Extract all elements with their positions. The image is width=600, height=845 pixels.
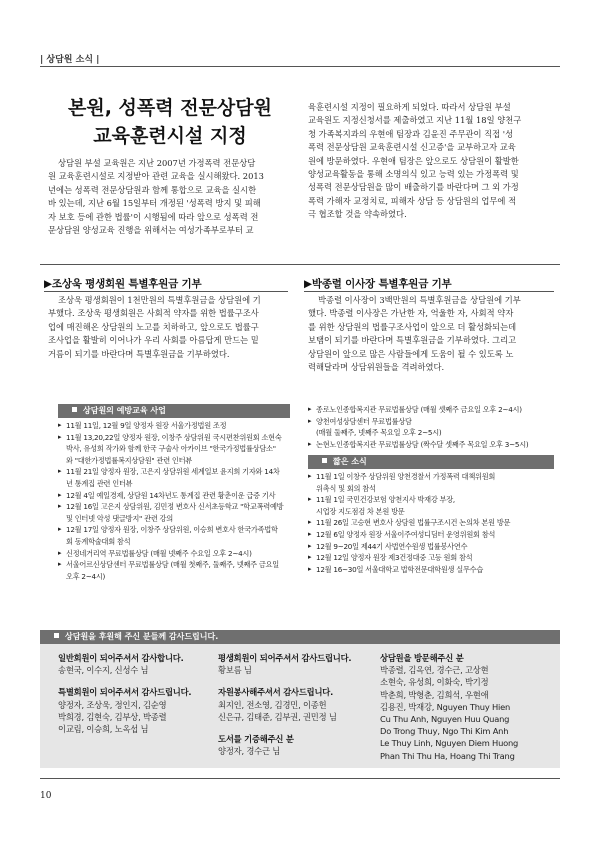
thanks-heading: 평생회원이 되어주셔서 감사드립니다. xyxy=(218,653,352,663)
list-item-cont: 시업장 지도점검 차 본원 방문 xyxy=(316,506,405,516)
article-title-line1: 본원, 성폭력 전문상담원 xyxy=(68,97,272,119)
news-header-label: 짧은 소식 xyxy=(333,457,367,466)
body-line: 원에 방문하였다. 우현애 팀장은 앞으로도 상담원이 활발한 xyxy=(308,155,519,166)
thanks-heading: 일반회원이 되어주셔서 감사합니다. xyxy=(58,653,184,663)
list-item-cont: 와 "대한가정법률복지상담원" 관련 인터뷰 xyxy=(66,455,193,465)
body-line: 박종렬 이사장이 3백만원의 특별후원금을 상담원에 기부 xyxy=(318,295,521,305)
prevention-header-label: 상담원의 예방교육 사업 xyxy=(83,406,166,415)
body-line: 청 가족복지과의 우현애 팀장과 김윤진 주무관이 직접 '성 xyxy=(308,128,514,139)
body-line: 폭력 가해자 교정치료, 피해자 상담 등 상담원의 업무에 적 xyxy=(308,195,517,206)
prevention-header xyxy=(58,404,290,418)
list-item: ▸ 12월 9~20일 제44기 사법연수원생 법률봉사연수 xyxy=(308,541,510,553)
consult-list xyxy=(308,404,528,450)
thanks-names: 이교림, 이승희, 노옥섭 님 xyxy=(58,724,149,735)
thanks-header xyxy=(40,630,560,644)
body-line: 력해달라며 상담위원들을 격려하였다. xyxy=(308,361,445,372)
thanks-names: 송현국, 이수지, 신성수 님 xyxy=(58,665,149,676)
body-line: 극 협조할 것을 약속하였다. xyxy=(308,209,407,220)
list-item-cont: (매월 둘째주, 넷째주 목요일 오후 2~5시) xyxy=(316,428,442,438)
donation-body-right xyxy=(308,294,521,374)
list-item: ▸ 논현노인종합복지관 무료법률상담 (짝수달 셋째주 목요일 오후 3~5시) xyxy=(308,439,528,451)
list-item: ▸ 12월 4일 예일경제, 상담원 14차년도 통계집 관련 황춘이운 급증 기사 xyxy=(58,490,283,502)
body-line: 문상담원 양성교육 진행을 위해서는 여성가족부로부터 교 xyxy=(48,224,254,235)
thanks-names: Do Trong Thuy, Ngo Thi Kim Anh xyxy=(380,726,509,737)
thanks-names: 김용진, 박재강, Nguyen Thuy Hien xyxy=(380,701,511,712)
thanks-header-label: 상담원을 후원해 주신 분들께 감사드립니다. xyxy=(65,632,219,641)
news-list xyxy=(308,471,510,575)
list-item: ▸ 12월 6일 양정자 원장 서울이주여성디딤터 운영위원회 참석 xyxy=(308,529,510,541)
square-bullet-icon xyxy=(72,407,77,412)
body-line: 양성교육활동을 통해 소명의식 있고 능력 있는 가정폭력 및 xyxy=(308,168,519,179)
news-header xyxy=(308,455,554,469)
body-line: 육훈련시설 지정이 필요하게 되었다. 따라서 상담원 부설 xyxy=(308,102,511,112)
square-bullet-icon xyxy=(54,633,59,638)
list-item: ▸ 11월 11일, 12월 9일 양정자 원장 서울가정법원 조정 xyxy=(58,420,283,432)
body-line: 교육원도 지정신청서를 제출하였고 지난 11월 18일 양천구 xyxy=(308,115,522,126)
list-item: ▸ 11월 21일 양정자 원장, 고은지 상담위원 세계일보 윤지희 기자와 14차 xyxy=(58,466,283,478)
body-line: 업에 매진해온 상담원의 노고를 치하하고, 앞으로도 법률구 xyxy=(48,321,259,332)
list-item-cont: 회 동계학술대회 참석 xyxy=(66,536,131,546)
heading-underline xyxy=(304,291,554,292)
list-item: ▸ 서울어르신상담센터 무료법률상담 (매월 첫째주, 둘째주, 넷째주 금요일 xyxy=(58,559,283,571)
list-item: ▸ 12월 12일 양정자 원장 제3건정대중 고등 원회 참석 xyxy=(308,552,510,564)
thanks-heading: 상담원을 방문해주신 분 xyxy=(380,653,464,663)
thanks-col-3 xyxy=(380,652,518,762)
list-item-cont: 년 통계집 관련 인터뷰 xyxy=(66,478,133,488)
body-line: 자 보호 등에 관한 법률'이 시행됨에 따라 앞으로 성폭력 전 xyxy=(48,211,259,222)
list-item: ▸ 12월 17일 양정자 원장, 이창주 상담위원, 이승희 변호사 한국가족법학 xyxy=(58,524,283,536)
donation-body-left xyxy=(48,294,261,361)
list-item: ▸ 12월 16~30일 서울대학교 법학전문대학원생 실무수습 xyxy=(308,564,510,576)
thanks-heading: 자원봉사해주셔서 감사드립니다. xyxy=(218,687,334,698)
donation-heading-left: ▶조상욱 평생회원 특별후원금 기부 xyxy=(44,278,202,290)
thanks-names: 신은규, 김태준, 김부권, 권민정 님 xyxy=(218,711,337,722)
header-divider xyxy=(40,66,560,67)
body-line: 했다. 박종렬 이사장은 가난한 자, 억울한 자, 사회적 약자 xyxy=(308,308,514,319)
list-item: ▸ 종로노인종합복지관 무료법률상담 (매월 셋째주 금요일 오후 2~4시) xyxy=(308,404,528,416)
list-item: ▸ 11월 1일 이창주 상담위원 양천경찰서 가정폭력 대책위원회 xyxy=(308,471,510,483)
list-item: ▸ 신정네거리역 무료법률상담 (매월 넷째주 수요일 오후 2~4시) xyxy=(58,548,283,560)
body-line: 폭력 전문상담원 교육훈련시설 신고증'을 교부하고자 교육 xyxy=(308,142,516,153)
list-item-cont: 위촉식 및 회의 참석 xyxy=(316,483,376,493)
prevention-list xyxy=(58,420,283,582)
thanks-names: 박종렬, 김옥연, 경수근, 고상현 xyxy=(380,665,489,676)
thanks-names: 박희경, 김현숙, 김부상, 박종렬 xyxy=(58,711,167,722)
footer-divider xyxy=(40,778,560,779)
thanks-names: Cu Thu Anh, Nguyen Huu Quang xyxy=(380,714,510,725)
body-line: 거름이 되기를 바란다며 특별후원금을 기부하였다. xyxy=(48,348,230,359)
list-item: ▸ 11월 26일 고승현 변호사 상담원 법률구조시건 논의차 본원 방문 xyxy=(308,517,510,529)
list-item: ▸ 양천여성상담센터 무료법률상담 xyxy=(308,416,528,428)
thanks-names: 황보름 님 xyxy=(218,665,252,676)
list-item: ▸ 12월 16일 고은지 상담위원, 김민정 변호사 신서초등학교 "학교폭력예방 xyxy=(58,501,283,513)
thanks-col-1 xyxy=(58,652,191,735)
body-line: 상담원이 앞으로 많은 사람들에게 도움이 될 수 있도록 노 xyxy=(308,348,514,359)
article-body-right xyxy=(308,101,521,222)
body-line: 조사업을 활발히 이어나가 우리 사회를 아름답게 만드는 밑 xyxy=(48,335,259,346)
section-tag: | 상담원 소식 | xyxy=(40,55,100,65)
body-line: 부했다. 조상욱 평생회원은 사회적 약자를 위한 법률구조사 xyxy=(48,308,259,319)
donation-heading-right: ▶박종렬 이사장 특별후원금 기부 xyxy=(304,278,452,290)
thanks-names: Phan Thi Thu Ha, Hoang Thi Trang xyxy=(380,750,515,761)
list-item-cont: 박사, 유성희 작가와 함께 한국 구술사 아카이브 "한국가정법률상담소" xyxy=(66,444,276,454)
thanks-names: Le Thuy Linh, Nguyen Diem Huong xyxy=(380,738,519,749)
page-number: 10 xyxy=(40,791,52,801)
list-item-cont: 오후 2~4시) xyxy=(66,571,106,581)
thanks-heading: 도서를 기증해주신 분 xyxy=(218,734,294,745)
article-body-left xyxy=(48,157,264,237)
thanks-col-2 xyxy=(218,652,351,757)
square-bullet-icon xyxy=(322,458,327,463)
heading-underline xyxy=(44,291,288,292)
body-line: 보탬이 되기를 바란다며 특별후원금을 기부하였다. 그리고 xyxy=(308,335,517,346)
thanks-names: 최지인, 전소영, 김경민, 이종헌 xyxy=(218,699,327,710)
body-line: 바 있는데, 지난 6월 15일부터 개정된 '성폭력 방지 및 피해 xyxy=(48,198,261,209)
thanks-names: 박춘희, 박형춘, 김희석, 우현애 xyxy=(380,689,489,700)
article-title-line2: 교육훈련시설 지정 xyxy=(93,125,247,147)
body-line: 원 교육훈련시설로 지정받아 관련 교육을 실시해왔다. 2013 xyxy=(48,171,264,182)
thanks-heading: 특별회원이 되어주셔서 감사드립니다. xyxy=(58,687,192,698)
body-line: 조상욱 평생회원이 1천만원의 특별후원금을 상담원에 기 xyxy=(58,295,261,305)
body-line: 상담원 부설 교육원은 지난 2007년 가정폭력 전문상담 xyxy=(58,158,256,168)
thanks-names: 양정자, 조상욱, 정인지, 김순영 xyxy=(58,699,167,710)
thanks-names: 양정자, 경수근 님 xyxy=(218,746,281,757)
thanks-names: 소현숙, 유성희, 이화숙, 박기정 xyxy=(380,677,489,688)
list-item: ▸ 11월 13,20,22일 양정자 원장, 이창주 상담위원 국시편찬위원회 소현숙 xyxy=(58,432,283,444)
list-item: ▸ 11월 1일 국민건강보험 양천지사 박재강 부장, xyxy=(308,494,510,506)
section-divider xyxy=(40,264,560,265)
body-line: 를 위한 상담원의 법률구조사업이 앞으로 더 활성화되는데 xyxy=(308,321,517,332)
body-line: 성폭력 전문상담원을 많이 배출하기를 바란다며 그 외 가정 xyxy=(308,182,519,193)
body-line: 년에는 성폭력 전문상담원과 함께 통합으로 교육을 실시한 xyxy=(48,184,257,195)
list-item-cont: 및 인터넷 악성 댓글방지" 관련 강의 xyxy=(66,513,173,523)
